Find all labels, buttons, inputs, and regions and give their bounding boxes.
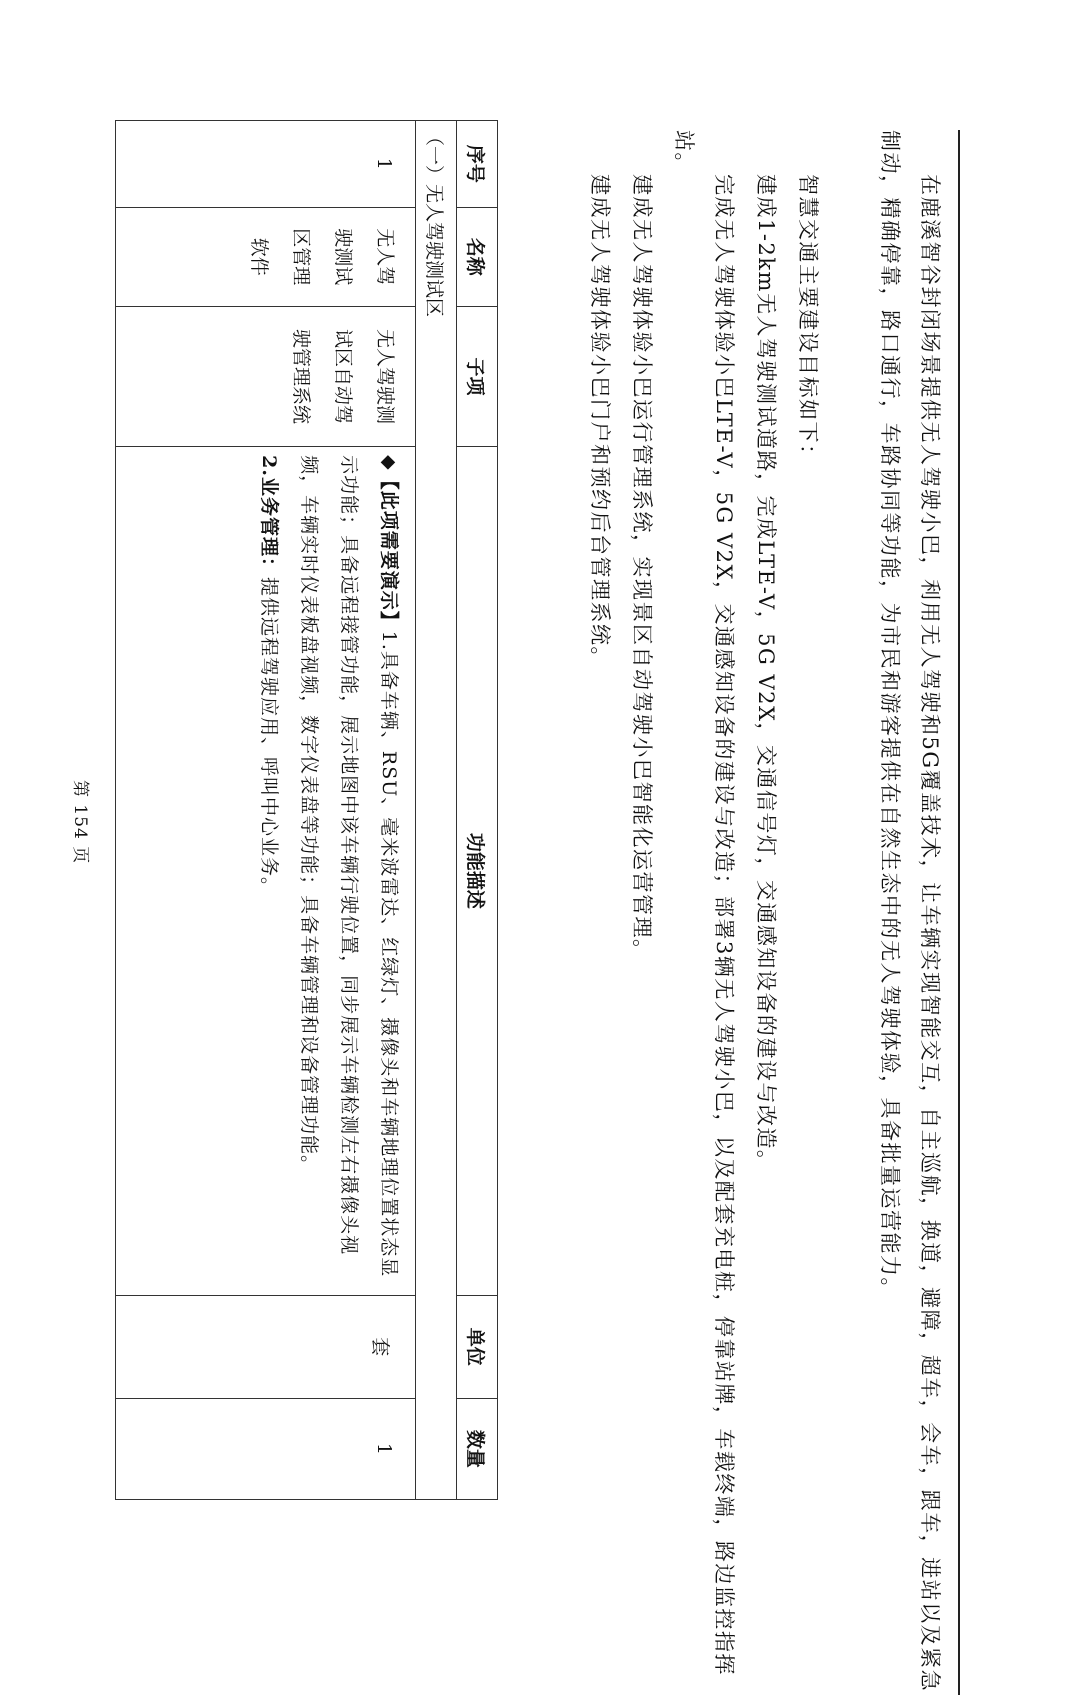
row-seq-cell (116, 121, 416, 208)
desc-label-2: 2.业务管理： (258, 455, 280, 577)
spec-table (115, 120, 498, 1500)
row-sub-line: 驶管理系统 (290, 328, 312, 424)
intro-paragraph-5: 建成无人驾驶体验小巴运行管理系统，实现景区自动驾驶小巴智能化运营管理。 (630, 174, 654, 962)
row-qty: 1 (373, 1442, 395, 1455)
header-name: 名称 (457, 207, 498, 306)
row-sub-line: 试区自动驾 (332, 328, 354, 424)
intro-paragraph-4: 完成无人驾驶体验小巴LTE-V，5G V2X，交通感知设备的建设与改造；部署3辆无人驾驶小巴，以及配套充电桩，停靠站牌，车载终端，路边监控指挥站。 (672, 130, 736, 1676)
desc-text-1: 1.具备车辆、RSU、毫米波雷达、红绿灯、摄像头和车辆地理位置状态显示功能；具备远程接管功能，展示地图中该车辆行驶位置，同步展示车辆检测左右摄像头视频，车辆实时仪表板盘视频，数字仪表盘等功能；具备车辆管理和设备管理功能。 (298, 455, 400, 1278)
section-row (416, 121, 457, 1500)
header-desc: 功能描述 (457, 447, 498, 1295)
row-name-line: 区管理 (290, 228, 312, 286)
intro-paragraph-2: 智慧交通主要建设目标如下： (796, 174, 820, 467)
row-name-line: 软件 (248, 237, 270, 276)
table-header-row (457, 121, 498, 1500)
page-number: 第 154 页 (70, 780, 90, 865)
row-unit-cell (116, 1295, 416, 1398)
row-name-line: 驶测试 (332, 228, 354, 286)
header-unit: 单位 (457, 1295, 498, 1398)
desc-text-2: 提供远程驾驶应用、呼叫中心业务。 (258, 577, 280, 898)
header-subitem: 子项 (457, 306, 498, 446)
intro-paragraph-1: 在鹿溪智谷封闭场景提供无人驾驶小巴，利用无人驾驶和5G覆盖技术，让车辆实现智能交互，自主巡航，换道，避障，超车，会车，跟车，进站以及紧急制动，精确停靠，路口通行，车路协同等功能，为市民和游客提供在自然生态中的无人驾驶体验，具备批量运营能力。 (878, 130, 942, 1693)
row-desc-cell (116, 447, 416, 1295)
desc-block-1 (289, 455, 409, 1286)
row-qty-cell (116, 1398, 416, 1499)
row-name-cell (116, 207, 416, 306)
row-name-line: 无人驾 (374, 228, 396, 286)
intro-paragraph-3: 建成1-2km无人驾驶测试道路，完成LTE-V，5G V2X，交通信号灯，交通感知设备的建设与改造。 (754, 174, 778, 1173)
table-row (116, 121, 416, 1500)
row-unit: 套 (369, 1337, 391, 1357)
row-sub-line: 无人驾驶测 (374, 328, 396, 424)
row-subitem-cell (116, 306, 416, 446)
section-title: （一）无人驾驶测试区 (416, 121, 457, 1500)
desc-block-2 (249, 455, 289, 1286)
header-rule (958, 130, 960, 1695)
row-seq: 1 (373, 157, 395, 170)
header-seq: 序号 (457, 121, 498, 208)
demo-tag: ◆【此项需要演示】 (378, 455, 400, 631)
intro-paragraph-6: 建成无人驾驶体验小巴门户和预约后台管理系统。 (588, 174, 612, 669)
header-qty: 数量 (457, 1398, 498, 1499)
